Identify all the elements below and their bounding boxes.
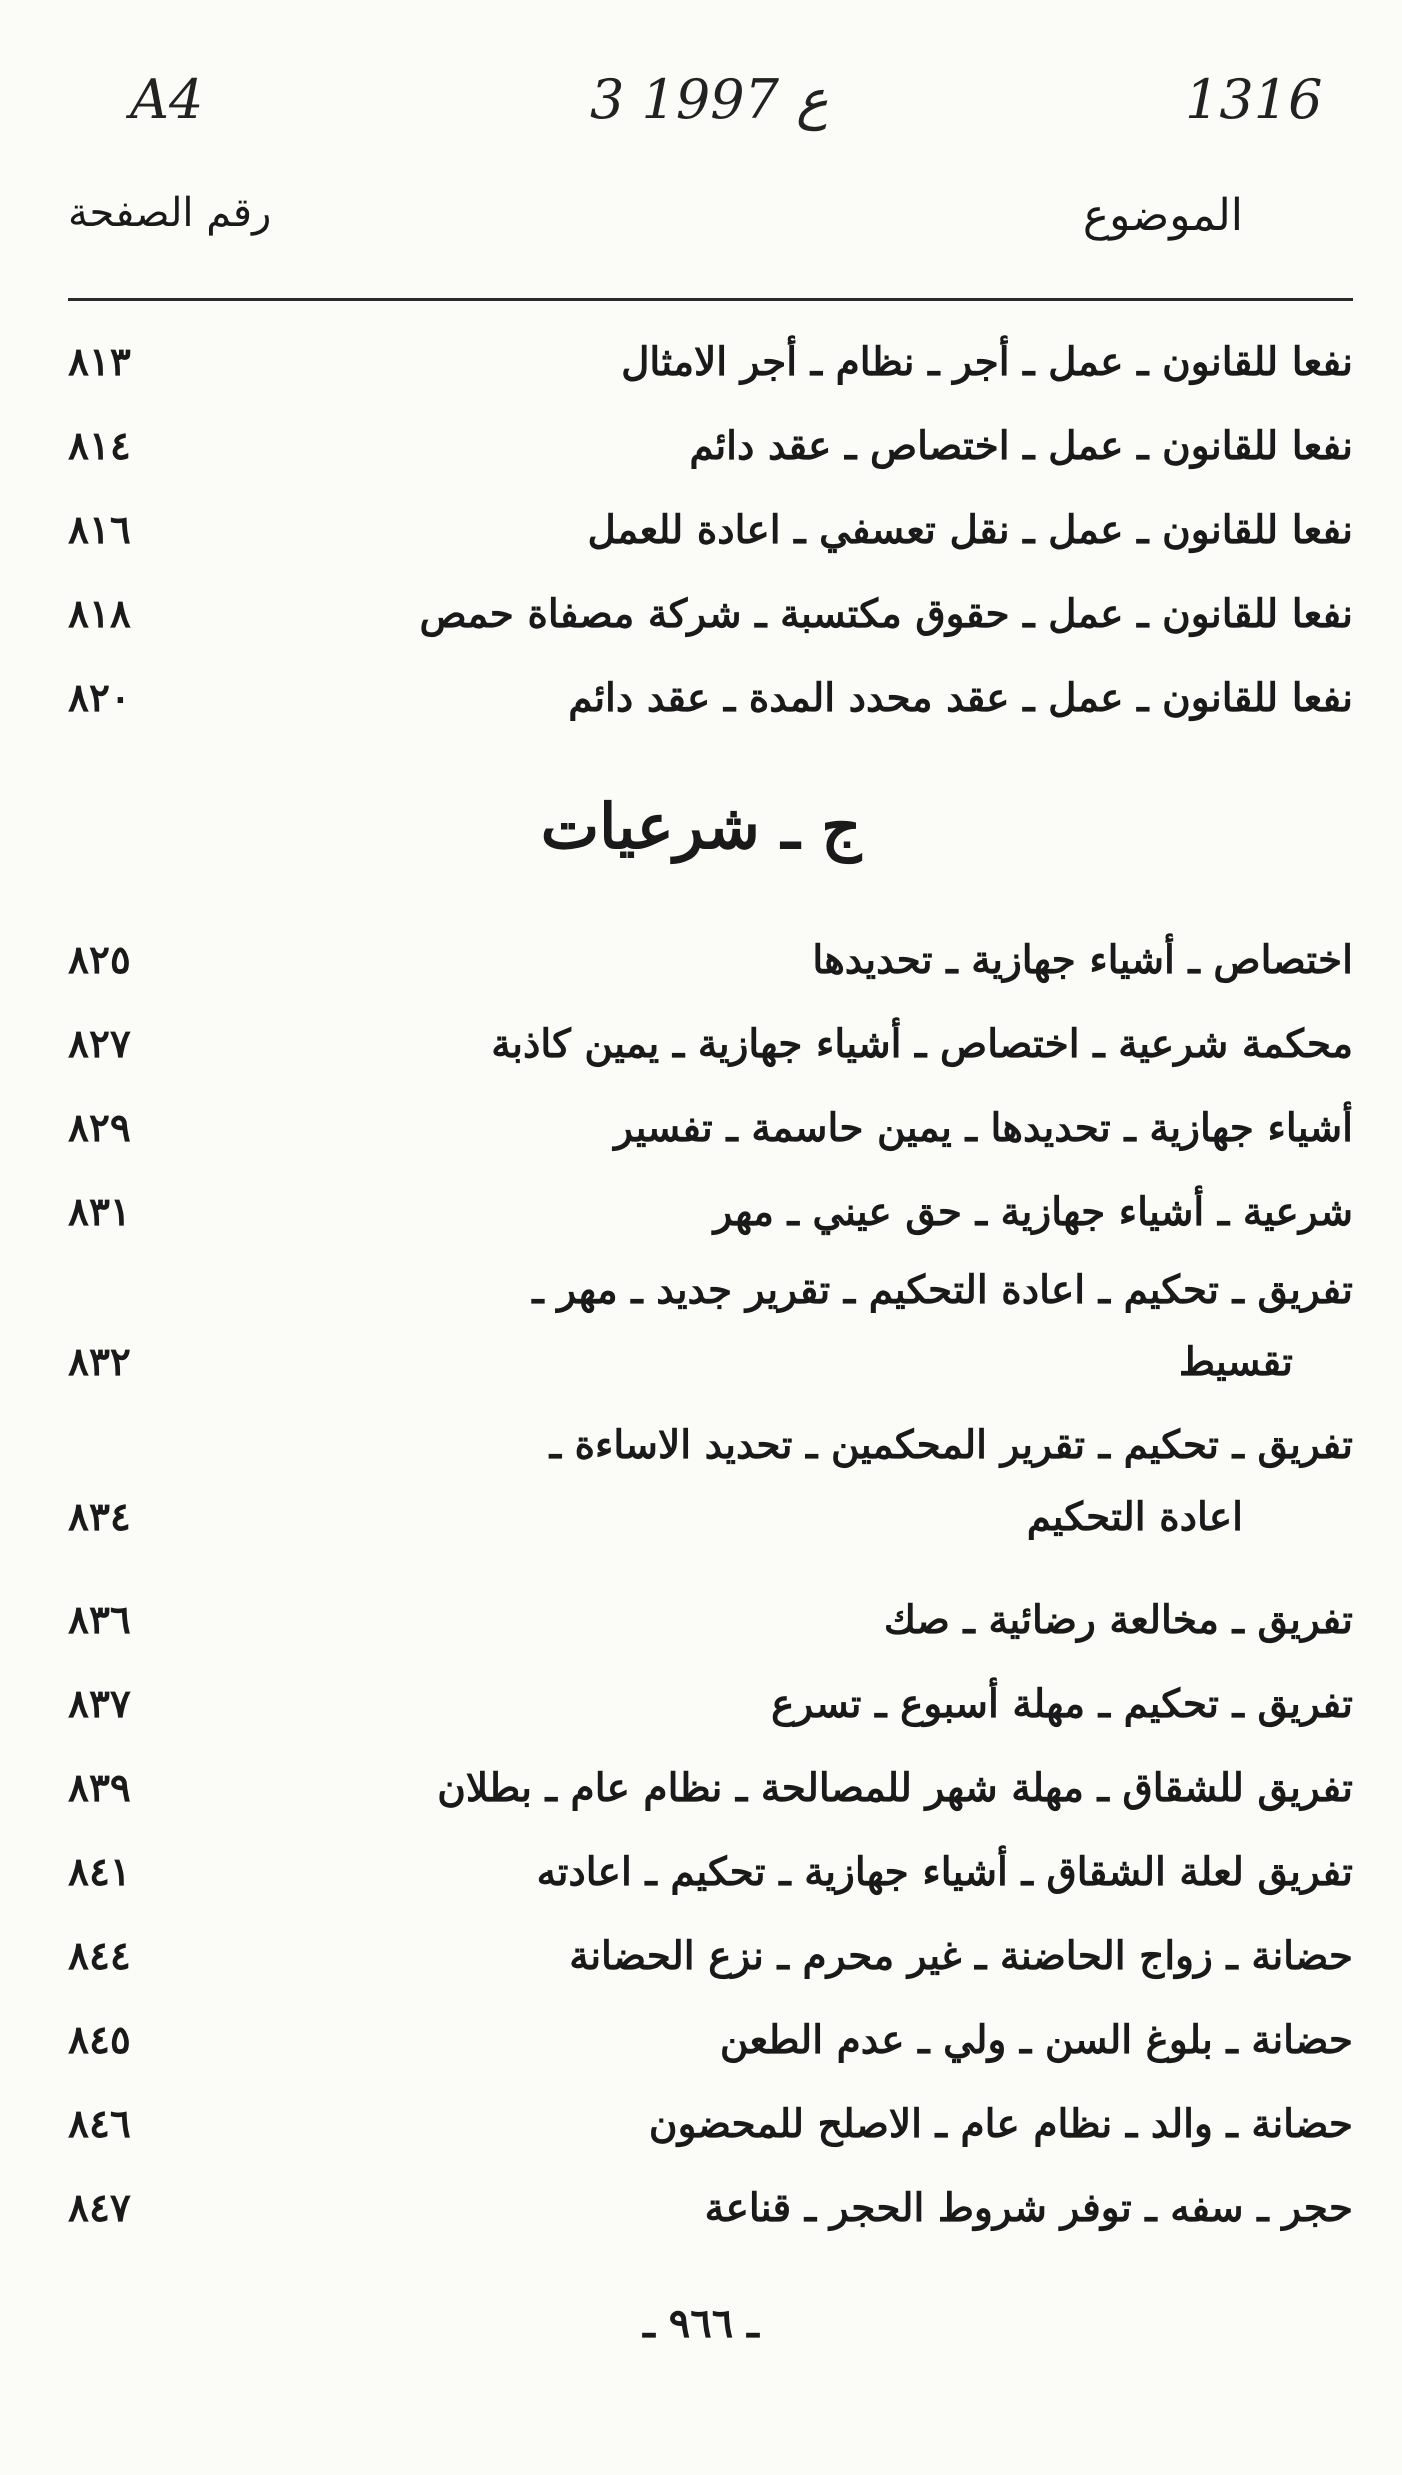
- entry-page: ٨١٤: [68, 423, 131, 469]
- entry-page: ٨٣٤: [68, 1494, 131, 1540]
- entry-topic: اختصاص ـ أشياء جهازية ـ تحديدها: [812, 937, 1353, 983]
- index-entry: [68, 1914, 1353, 1998]
- entry-topic: تفريق ـ تحكيم ـ تقرير المحكمين ـ تحديد الاساءة ـ: [549, 1422, 1353, 1468]
- index-entry: [68, 404, 1353, 488]
- page-column-label: رقم الصفحة: [68, 190, 272, 236]
- entry-topic-continuation: تقسيط: [1178, 1339, 1293, 1385]
- entry-page: ٨٢٩: [68, 1105, 131, 1151]
- index-entry: [68, 1746, 1353, 1830]
- entry-topic: تفريق ـ تحكيم ـ اعادة التحكيم ـ تقرير جديد ـ مهر ـ: [532, 1267, 1353, 1313]
- entry-page: ٨٤٥: [68, 2017, 131, 2063]
- index-entry: [68, 918, 1353, 1002]
- entry-page: ٨٣١: [68, 1189, 131, 1235]
- entry-page: ٨٣٢: [68, 1339, 131, 1385]
- index-entry: [68, 320, 1353, 404]
- index-entry-multiline: [68, 1409, 1353, 1564]
- entry-topic: نفعا للقانون ـ عمل ـ اختصاص ـ عقد دائم: [689, 423, 1353, 469]
- index-entry: [68, 656, 1353, 740]
- entry-page: ٨٢٧: [68, 1021, 131, 1067]
- section-title: ج ـ شرعيات: [540, 790, 862, 863]
- index-entry: [68, 1170, 1353, 1254]
- entry-page: ٨٢٠: [68, 675, 131, 721]
- entry-topic: تفريق ـ تحكيم ـ مهلة أسبوع ـ تسرع: [771, 1681, 1353, 1727]
- entry-topic: تفريق ـ مخالعة رضائية ـ صك: [883, 1597, 1353, 1643]
- entry-topic: محكمة شرعية ـ اختصاص ـ أشياء جهازية ـ يمين كاذبة: [491, 1021, 1353, 1067]
- index-entry-multiline: [68, 1254, 1353, 1409]
- entry-topic: نفعا للقانون ـ عمل ـ عقد محدد المدة ـ عقد دائم: [568, 675, 1353, 721]
- entry-page: ٨٤٦: [68, 2101, 131, 2147]
- entry-page: ٨٤٧: [68, 2185, 131, 2231]
- index-entry: [68, 1830, 1353, 1914]
- entry-topic: أشياء جهازية ـ تحديدها ـ يمين حاسمة ـ تفسير: [614, 1105, 1353, 1151]
- entry-topic: تفريق لعلة الشقاق ـ أشياء جهازية ـ تحكيم ـ اعادته: [536, 1849, 1353, 1895]
- entry-page: ٨١٣: [68, 339, 131, 385]
- index-entry: [68, 1662, 1353, 1746]
- index-entry: [68, 2082, 1353, 2166]
- entry-topic: نفعا للقانون ـ عمل ـ أجر ـ نظام ـ أجر الامثال: [621, 339, 1353, 385]
- topic-column-label: الموضوع: [1082, 190, 1243, 241]
- entry-page: ٨٢٥: [68, 937, 131, 983]
- entry-page: ٨١٦: [68, 507, 131, 553]
- index-entry: [68, 1998, 1353, 2082]
- index-list-sharia: [68, 918, 1353, 2250]
- index-entry: [68, 1002, 1353, 1086]
- index-list-labor: [68, 320, 1353, 740]
- handwritten-note-left: A4: [130, 68, 204, 131]
- header-divider: [68, 298, 1353, 301]
- index-entry: [68, 1086, 1353, 1170]
- entry-topic: حضانة ـ بلوغ السن ـ ولي ـ عدم الطعن: [719, 2017, 1353, 2063]
- index-entry: [68, 2166, 1353, 2250]
- entry-topic: نفعا للقانون ـ عمل ـ حقوق مكتسبة ـ شركة مصفاة حمص: [419, 591, 1353, 637]
- index-entry: [68, 572, 1353, 656]
- entry-page: ٨٣٧: [68, 1681, 131, 1727]
- handwritten-date: 3 ع 1997: [590, 68, 829, 131]
- index-entry: [68, 488, 1353, 572]
- footer-page-number: ـ ٩٦٦ ـ: [643, 2300, 759, 2347]
- entry-page: ٨٣٩: [68, 1765, 131, 1811]
- entry-page: ٨٤١: [68, 1849, 131, 1895]
- entry-topic: تفريق للشقاق ـ مهلة شهر للمصالحة ـ نظام عام ـ بطلان: [437, 1765, 1353, 1811]
- entry-topic: شرعية ـ أشياء جهازية ـ حق عيني ـ مهر: [713, 1189, 1353, 1235]
- entry-topic: نفعا للقانون ـ عمل ـ نقل تعسفي ـ اعادة للعمل: [587, 507, 1353, 553]
- entry-page: ٨٣٦: [68, 1597, 131, 1643]
- entry-topic-continuation: اعادة التحكيم: [1026, 1494, 1243, 1540]
- column-header: [68, 190, 1338, 270]
- entry-topic: حضانة ـ زواج الحاضنة ـ غير محرم ـ نزع الحضانة: [569, 1933, 1353, 1979]
- handwritten-note-right: 1316: [1185, 68, 1323, 131]
- entry-topic: حجر ـ سفه ـ توفر شروط الحجر ـ قناعة: [704, 2185, 1353, 2231]
- index-entry: [68, 1578, 1353, 1662]
- entry-page: ٨٤٤: [68, 1933, 131, 1979]
- entry-topic: حضانة ـ والد ـ نظام عام ـ الاصلح للمحضون: [648, 2101, 1353, 2147]
- entry-page: ٨١٨: [68, 591, 131, 637]
